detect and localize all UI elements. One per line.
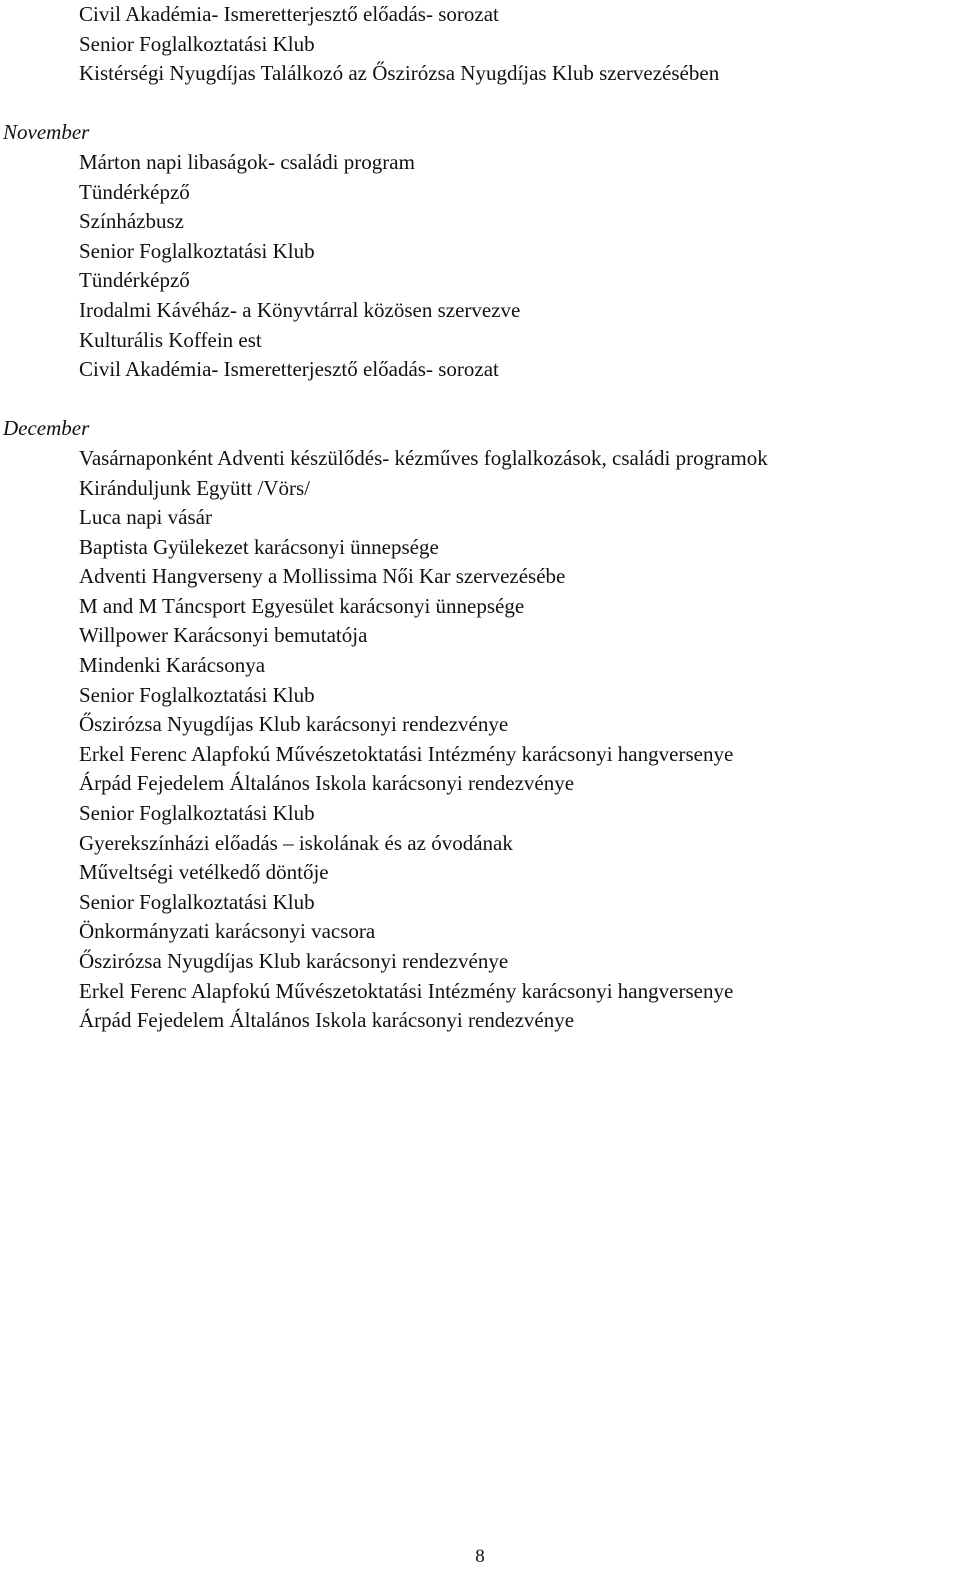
list-item: Irodalmi Kávéház- a Könyvtárral közösen szervezve — [79, 297, 521, 322]
month-heading-november: November — [3, 120, 90, 145]
list-item: Erkel Ferenc Alapfokú Művészetoktatási Intézmény karácsonyi hangversenye — [79, 741, 734, 766]
list-item: Tündérképző — [79, 268, 190, 293]
list-item: Willpower Karácsonyi bemutatója — [79, 623, 368, 648]
list-item: Őszirózsa Nyugdíjas Klub karácsonyi rendezvénye — [79, 949, 509, 973]
list-item: Senior Foglalkoztatási Klub — [79, 889, 315, 914]
list-item: Színházbusz — [79, 209, 184, 234]
list-item: Kulturális Koffein est — [79, 327, 262, 352]
list-item: Senior Foglalkoztatási Klub — [79, 682, 315, 707]
list-item: Kiránduljunk Együtt /Vörs/ — [79, 475, 310, 500]
list-item: Vasárnaponként Adventi készülődés- kézműves foglalkozások, családi programok — [79, 445, 768, 470]
list-item: Senior Foglalkoztatási Klub — [79, 238, 315, 263]
list-item: Műveltségi vetélkedő döntője — [79, 860, 329, 885]
list-item: Civil Akadémia- Ismeretterjesztő előadás- sorozat — [79, 2, 499, 26]
november-section — [0, 118, 960, 384]
list-item: Senior Foglalkoztatási Klub — [79, 31, 315, 56]
list-item: Tündérképző — [79, 179, 190, 204]
list-item: Árpád Fejedelem Általános Iskola karácsonyi rendezvénye — [79, 1008, 575, 1033]
list-item: Árpád Fejedelem Általános Iskola karácsonyi rendezvénye — [79, 771, 575, 796]
december-section — [0, 414, 960, 1035]
intro-section — [0, 0, 960, 89]
list-item: Civil Akadémia- Ismeretterjesztő előadás- sorozat — [79, 357, 499, 382]
list-item: Senior Foglalkoztatási Klub — [79, 801, 315, 826]
list-item: Önkormányzati karácsonyi vacsora — [79, 919, 376, 944]
month-heading-december: December — [3, 416, 90, 441]
list-item: Luca napi vásár — [79, 505, 212, 530]
list-item: Márton napi libaságok- családi program — [79, 149, 415, 174]
list-item: Baptista Gyülekezet karácsonyi ünnepsége — [79, 534, 439, 559]
section-spacer — [0, 385, 960, 415]
list-item: M and M Táncsport Egyesület karácsonyi ünnepsége — [79, 593, 525, 618]
list-item: Adventi Hangverseny a Mollissima Női Kar szervezésébe — [79, 564, 566, 589]
section-spacer — [0, 89, 960, 119]
list-item: Erkel Ferenc Alapfokú Művészetoktatási Intézmény karácsonyi hangversenye — [79, 978, 734, 1003]
list-item: Kistérségi Nyugdíjas Találkozó az Őszirózsa Nyugdíjas Klub szervezésében — [79, 61, 720, 86]
list-item: Mindenki Karácsonya — [79, 653, 266, 678]
page-number: 8 — [475, 1546, 485, 1567]
list-item: Gyerekszínházi előadás – iskolának és az óvodának — [79, 830, 513, 855]
list-item: Őszirózsa Nyugdíjas Klub karácsonyi rendezvénye — [79, 712, 509, 737]
